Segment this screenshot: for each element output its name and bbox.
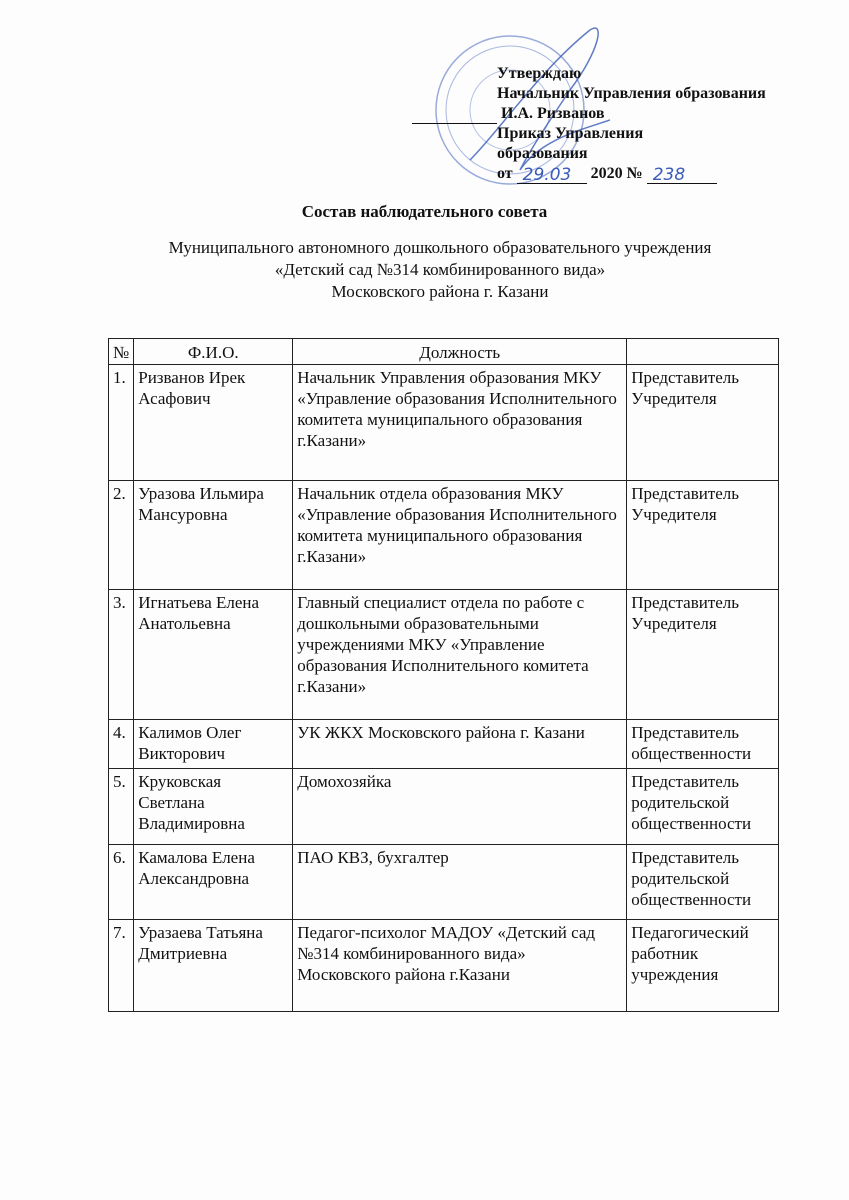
cell-position: Главный специалист отдела по работе с дошкольными образовательными учреждениями МКУ «Управление образования Исполнительного комитета г.Казани» xyxy=(293,590,627,720)
header-role xyxy=(627,339,779,365)
order-year: 2020 № xyxy=(590,165,643,182)
signer-name: И.А. Ризванов xyxy=(501,105,605,122)
cell-role: Представитель общественности xyxy=(627,720,779,769)
cell-name: Камалова Елена Александровна xyxy=(134,845,293,920)
cell-name: Калимов Олег Викторович xyxy=(134,720,293,769)
cell-role: Представитель Учредителя xyxy=(627,590,779,720)
cell-num: 1. xyxy=(109,365,134,481)
approval-block xyxy=(497,64,766,184)
cell-role: Представитель Учредителя xyxy=(627,365,779,481)
cell-num: 2. xyxy=(109,481,134,590)
document-title: Состав наблюдательного совета xyxy=(301,202,548,221)
cell-name: Уразаева Татьяна Дмитриевна xyxy=(134,920,293,1012)
cell-position: Начальник отдела образования МКУ «Управление образования Исполнительного комитета муниципального образования г.Казани» xyxy=(293,481,627,590)
header-position: Должность xyxy=(293,339,627,365)
cell-name: Круковская Светлана Владимировна xyxy=(134,769,293,845)
handwritten-number: 238 xyxy=(652,165,686,185)
council-table xyxy=(108,338,779,1012)
number-field xyxy=(647,167,717,184)
subtitle-line: Муниципального автономного дошкольного образовательного учреждения xyxy=(168,238,712,257)
table-row xyxy=(109,365,779,481)
subtitle-line: «Детский сад №314 комбинированного вида» xyxy=(274,260,606,279)
order-date-line xyxy=(497,164,766,184)
cell-role: Представитель Учредителя xyxy=(627,481,779,590)
header-num: № xyxy=(109,339,134,365)
cell-position: Начальник Управления образования МКУ «Управление образования Исполнительного комитета муниципального образования г.Казани» xyxy=(293,365,627,481)
table-header-row xyxy=(109,339,779,365)
table-row xyxy=(109,769,779,845)
table-row xyxy=(109,720,779,769)
cell-num: 6. xyxy=(109,845,134,920)
cell-role: Представитель родительской общественности xyxy=(627,769,779,845)
approval-line: образования xyxy=(497,145,588,162)
cell-num: 7. xyxy=(109,920,134,1012)
cell-name: Игнатьева Елена Анатольевна xyxy=(134,590,293,720)
table-row xyxy=(109,590,779,720)
table-row xyxy=(109,920,779,1012)
cell-position: Домохозяйка xyxy=(293,769,627,845)
cell-position: ПАО КВЗ, бухгалтер xyxy=(293,845,627,920)
cell-role: Педагогический работник учреждения xyxy=(627,920,779,1012)
header-name: Ф.И.О. xyxy=(134,339,293,365)
approval-line: Приказ Управления xyxy=(497,125,644,142)
approval-line: Утверждаю xyxy=(497,65,582,82)
cell-name: Ризванов Ирек Асафович xyxy=(134,365,293,481)
cell-num: 5. xyxy=(109,769,134,845)
subtitle-line: Московского района г. Казани xyxy=(331,282,549,301)
approval-line: Начальник Управления образования xyxy=(497,85,766,102)
table-row xyxy=(109,845,779,920)
cell-name: Уразова Ильмира Мансуровна xyxy=(134,481,293,590)
cell-position: УК ЖКХ Московского района г. Казани xyxy=(293,720,627,769)
signer-line xyxy=(497,104,766,124)
cell-position: Педагог-психолог МАДОУ «Детский сад №314 комбинированного вида» Московского района г.Казани xyxy=(293,920,627,1012)
cell-num: 4. xyxy=(109,720,134,769)
cell-role: Представитель родительской общественности xyxy=(627,845,779,920)
cell-num: 3. xyxy=(109,590,134,720)
table-row xyxy=(109,481,779,590)
date-prefix: от xyxy=(497,165,513,182)
handwritten-date: 29.03 xyxy=(522,165,572,185)
date-field xyxy=(517,167,587,184)
document-subtitle xyxy=(40,237,840,303)
